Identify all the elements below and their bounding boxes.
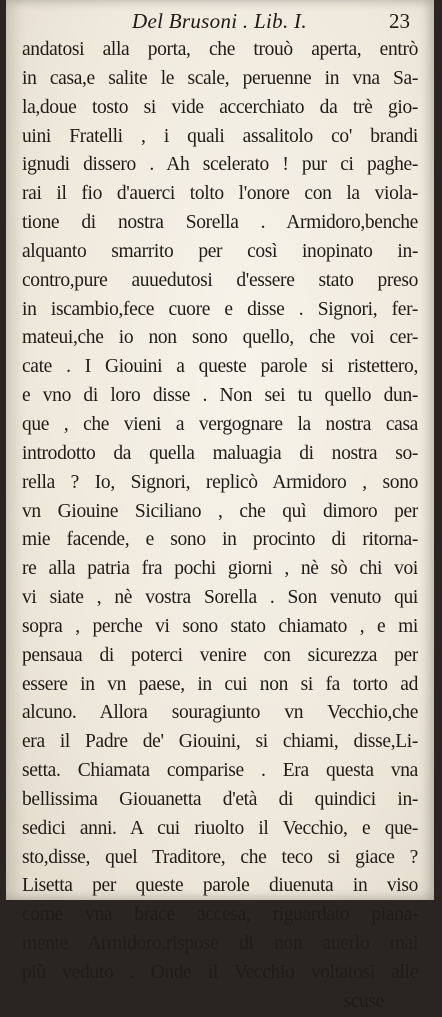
- text-line: più veduto . Onde il Vecchio voltatosi alle: [22, 962, 418, 983]
- text-line: sto,disse, quel Traditore, che teco si giace ?: [22, 846, 418, 868]
- text-line: mateui,che io non sono quello, che voi cer-: [22, 327, 418, 349]
- text-line: era il Padre de' Giouini, si chiami, disse,Li-: [22, 731, 418, 753]
- text-line: sedici anni. A cui riuolto il Vecchio, e que-: [22, 817, 418, 839]
- text-line: introdotto da quella maluagia di nostra so-: [22, 442, 418, 464]
- text-line: e vno di loro disse . Non sei tu quello dun-: [22, 385, 418, 407]
- text-line: sopra , perche vi sono stato chiamato , e mi: [22, 615, 418, 637]
- text-line: rai il fio d'auerci tolto l'onore con la viola-: [22, 183, 418, 205]
- text-line: alquanto smarrito per così inopinato in-: [22, 240, 418, 262]
- running-title: Del Brusoni . Lib. I.: [132, 9, 307, 33]
- text-line: ignudi dissero . Ah scelerato ! pur ci paghe-: [22, 154, 418, 176]
- text-line: pensaua di poterci venire con sicurezza per: [22, 644, 418, 666]
- text-line: Lisetta per queste parole diuenuta in viso: [22, 875, 418, 897]
- text-line: re alla patria fra pochi giorni , nè sò chi voi: [22, 558, 418, 580]
- text-line: cate . I Giouini a queste parole si ristettero,: [22, 356, 418, 378]
- page-number: 23: [389, 9, 410, 33]
- text-line: vn Giouine Siciliano , che quì dimoro per: [22, 500, 418, 522]
- book-page: [6, 0, 434, 1012]
- text-line: mente Armidoro,rispose di non auerlo mai: [22, 933, 418, 955]
- text-line: come vna brace accesa, riguardato piana-: [22, 904, 418, 926]
- text-line: setta. Chiamata comparise . Era questa vna: [22, 760, 418, 782]
- text-line: tione di nostra Sorella . Armidoro,benche: [22, 212, 418, 234]
- text-line: alcuno. Allora souragiunto vn Vecchio,che: [22, 702, 418, 724]
- text-line: in casa,e salite le scale, peruenne in vna Sa-: [22, 67, 418, 89]
- text-line: bellissima Giouanetta d'età di quindici in-: [22, 788, 418, 810]
- text-line: uini Fratelli , i quali assalitolo co' brandi: [22, 125, 418, 147]
- text-line: rella ? Io, Signori, replicò Armidoro , sono: [22, 471, 418, 493]
- text-line: in iscambio,fece cuore e disse . Signori, fer-: [22, 298, 418, 320]
- text-line: contro,pure auuedutosi d'essere stato preso: [22, 269, 418, 291]
- page-header: [24, 9, 410, 35]
- text-line: que , che vieni a vergognare la nostra casa: [22, 413, 418, 435]
- text-line: vi siate , nè vostra Sorella . Son venuto qui: [22, 587, 418, 609]
- text-line: mie facende, e sono in procinto di ritorna-: [22, 529, 418, 551]
- text-line: essere in vn paese, in cui non si fa torto ad: [22, 673, 418, 695]
- text-line: andatosi alla porta, che trouò aperta, entrò: [22, 39, 418, 60]
- catchword: scuse: [343, 990, 384, 1012]
- body-text: [22, 36, 418, 1017]
- text-line: la,doue tosto si vide accerchiato da trè gio-: [22, 96, 418, 118]
